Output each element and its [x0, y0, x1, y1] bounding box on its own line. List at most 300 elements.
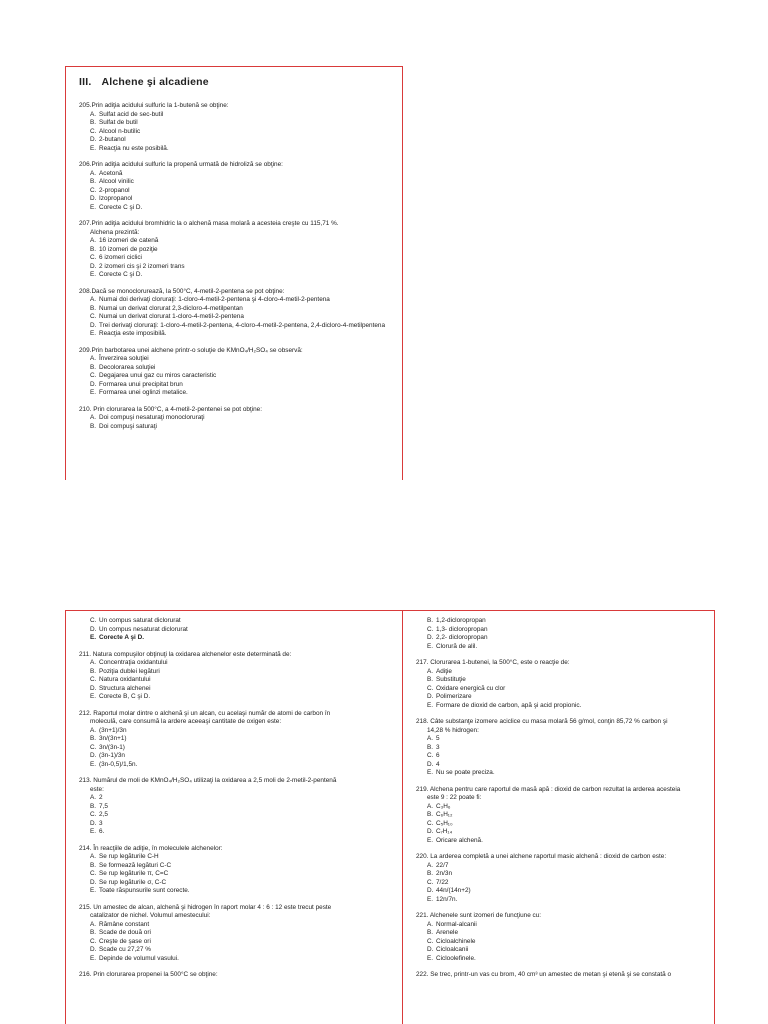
option-list [416, 668, 711, 711]
option-text: Trei derivaţi cloruraţi: 1-cloro-4-metil-2-pentena, 4-cloro-4-metil-2-pentena, 2,4-dicloro-4-metilpentena [99, 321, 386, 329]
option-letter: D. [427, 887, 434, 894]
answer-option [416, 735, 711, 744]
answer-option [416, 929, 711, 938]
question-text-continued: este: [90, 785, 104, 793]
option-letter: B. [427, 870, 434, 877]
question-text: 208.Dacă se monoclorurează, la 500°C, 4-metil-2-pentena se pot obţine: [79, 287, 285, 295]
option-text: Numai un derivat clorurat 2,3-dicloro-4-metilpentan [99, 304, 243, 312]
question-continuation [416, 617, 711, 651]
option-letter: E. [90, 203, 97, 211]
option-text: Structura alchenei [99, 684, 151, 692]
answer-option [79, 178, 397, 187]
answer-option [416, 938, 711, 947]
option-letter: B. [427, 676, 434, 683]
option-text: (3n+1)/3n [99, 726, 127, 734]
option-letter: B. [90, 861, 97, 869]
answer-option [416, 862, 711, 871]
option-list [79, 237, 397, 280]
option-letter: D. [90, 380, 97, 388]
option-letter: A. [90, 110, 97, 118]
option-text: Cicloalchinele [436, 937, 476, 945]
answer-option [79, 364, 397, 373]
answer-option [79, 659, 397, 668]
answer-option [79, 668, 397, 677]
option-text: Oricare alchenă. [436, 836, 483, 844]
option-letter: E. [90, 389, 97, 396]
answer-option [416, 870, 711, 879]
answer-option [79, 811, 397, 820]
option-letter: D. [427, 693, 434, 700]
option-text: 10 izomeri de poziţie [99, 245, 158, 253]
answer-option [416, 693, 711, 702]
option-text: 3 [99, 819, 103, 827]
option-letter: A. [90, 237, 97, 244]
option-letter: C. [427, 684, 434, 692]
question-text: 212. Raportul molar dintre o alchenă şi un alcan, cu acelaşi număr de atomi de carbon în [79, 709, 331, 717]
option-letter: B. [90, 735, 97, 742]
question-text-continued: Alchena prezintă: [90, 228, 140, 236]
option-text: Arenele [436, 929, 459, 936]
option-list [416, 735, 711, 778]
option-list [79, 617, 397, 643]
option-letter: D. [427, 760, 434, 768]
option-text: (3n-1)/3n [99, 752, 125, 759]
answer-option [79, 389, 397, 398]
option-text: C₃H₆ [436, 802, 451, 810]
option-text: Degajarea unui gaz cu miros caracteristic [99, 372, 217, 379]
option-letter: B. [427, 743, 434, 751]
option-text: Se rup legăturile π, C=C [99, 870, 169, 877]
option-text: Toate răspunsurile sunt corecte. [99, 887, 190, 894]
answer-option [79, 271, 397, 280]
option-text: 2 izomeri cis şi 2 izomeri trans [99, 262, 185, 270]
answer-option [416, 811, 711, 820]
option-letter: D. [427, 634, 434, 641]
option-text: Cicloalcanii [436, 946, 469, 953]
option-text: Clorură de alil. [436, 642, 478, 650]
question-text: 221. Alchenele sunt izomeri de funcţiune cu: [416, 912, 542, 919]
option-letter: A. [427, 920, 434, 928]
option-text: 2-propanol [99, 186, 130, 194]
question-text: 205.Prin adiţia acidului sulfuric la 1-butenă se obţine: [79, 102, 229, 109]
answer-option [416, 887, 711, 896]
answer-option [79, 929, 397, 938]
question-block [79, 102, 397, 153]
answer-option [79, 355, 397, 364]
section-title [79, 76, 209, 88]
option-letter: E. [90, 144, 97, 152]
option-letter: D. [90, 321, 97, 329]
option-text: 7/22 [436, 878, 449, 886]
option-text: Înverzirea soluţiei [99, 355, 149, 362]
option-text: 2,5 [99, 811, 108, 818]
question-block [416, 971, 711, 980]
answer-option [416, 634, 711, 643]
option-text: Polimerizare [436, 693, 472, 700]
question-block [416, 659, 711, 710]
question-block [79, 220, 397, 280]
option-text: (3n-0,5)/1,5n. [99, 760, 138, 768]
option-list [79, 853, 397, 896]
answer-option [79, 128, 397, 137]
questions-column [416, 617, 711, 988]
answer-option [79, 676, 397, 685]
answer-option [79, 879, 397, 888]
answer-option [416, 955, 711, 964]
question-text-continued: 14,28 % hidrogen: [427, 726, 479, 734]
option-text: Sulfat de butil [99, 119, 138, 126]
answer-option [79, 145, 397, 154]
question-text: 219. Alchena pentru care raportul de masă apă : dioxid de carbon rezultat la arderea acesteia [416, 785, 681, 793]
question-block [416, 786, 711, 846]
option-text: 6 izomeri ciclici [99, 254, 142, 261]
question-text: 211. Natura compuşilor obţinuţi la oxidarea alchenelor este determinată de: [79, 650, 292, 658]
option-letter: E. [90, 760, 97, 768]
question-block [79, 161, 397, 212]
answer-option [79, 330, 397, 339]
option-text: 12n/7n. [436, 895, 458, 903]
option-text: Adiţie [436, 667, 452, 675]
option-letter: A. [427, 802, 434, 810]
answer-option [79, 853, 397, 862]
option-text: Se rup legăturile C-H [99, 853, 159, 860]
option-letter: C. [90, 937, 97, 945]
answer-option [79, 246, 397, 255]
option-letter: D. [427, 828, 434, 835]
option-letter: D. [90, 684, 97, 692]
option-list [416, 617, 711, 651]
option-text: C₇H₁₄ [436, 828, 453, 835]
answer-option [79, 862, 397, 871]
answer-option [79, 136, 397, 145]
option-letter: A. [90, 726, 97, 734]
document-page-bottom-right [403, 610, 715, 1024]
option-text: 3 [436, 743, 440, 751]
option-letter: E. [90, 954, 97, 962]
option-text: Se formează legături C-C [99, 861, 172, 869]
answer-option [79, 752, 397, 761]
answer-option [79, 693, 397, 702]
option-text: Numai un derivat clorurat 1-cloro-4-metil-2-pentena [99, 313, 244, 320]
answer-option [79, 946, 397, 955]
option-text: Corecte C şi D. [99, 203, 143, 211]
option-text: Poziţia dublei legături [99, 667, 160, 675]
document-page-bottom-left [65, 610, 403, 1024]
answer-option [79, 744, 397, 753]
option-letter: A. [90, 414, 97, 421]
option-text: 4 [436, 760, 440, 768]
questions-column [79, 617, 397, 988]
question-text: 210. Prin clorurarea la 500°C, a 4-metil-2-pentenei se pot obţine: [79, 405, 263, 413]
answer-option [79, 938, 397, 947]
option-letter: D. [427, 946, 434, 953]
question-continuation [79, 617, 397, 643]
answer-option [416, 685, 711, 694]
option-letter: E. [90, 887, 97, 894]
option-letter: A. [90, 169, 97, 177]
option-text: Un compus nesaturat diclorurat [99, 625, 188, 633]
question-text: 213. Numărul de moli de KMnO₄/H₂SO₄ utilizaţi la oxidarea a 2,5 moli de 2-metil-2-pentenă [79, 777, 337, 784]
option-text: 7,5 [99, 802, 108, 810]
answer-option [416, 744, 711, 753]
option-list [79, 921, 397, 964]
answer-option [79, 794, 397, 803]
answer-option [79, 921, 397, 930]
question-block [416, 853, 711, 904]
option-letter: C. [90, 617, 97, 624]
option-text: Concentraţia oxidantului [99, 659, 168, 666]
option-text: Oxidare energică cu clor [436, 684, 506, 692]
answer-option [79, 828, 397, 837]
option-text: 2,2- dicloropropan [436, 634, 488, 641]
option-list [79, 659, 397, 702]
answer-option [79, 870, 397, 879]
answer-option [79, 685, 397, 694]
option-letter: E. [427, 642, 434, 650]
question-block [79, 288, 397, 339]
option-list [79, 727, 397, 770]
answer-option [79, 735, 397, 744]
answer-option [79, 887, 397, 896]
answer-option [79, 617, 397, 626]
option-letter: A. [427, 861, 434, 869]
option-text: Creşte de şase ori [99, 937, 151, 945]
answer-option [79, 254, 397, 263]
option-letter: E. [427, 769, 434, 776]
option-text: 16 izomeri de catenă [99, 237, 159, 244]
question-text: 218. Câte substanţe izomere aciclice cu masa molară 56 g/mol, conţin 85,72 % carbon şi [416, 718, 668, 725]
option-text: 2n/3n [436, 870, 452, 877]
answer-option [416, 921, 711, 930]
option-text: Formare de dioxid de carbon, apă şi acid propionic. [436, 701, 582, 709]
option-letter: A. [427, 735, 434, 742]
answer-option [416, 803, 711, 812]
answer-option [79, 803, 397, 812]
answer-option [79, 634, 397, 643]
question-block [79, 651, 397, 702]
option-letter: C. [90, 186, 97, 194]
option-letter: C. [427, 752, 434, 759]
option-text: 2-butanol [99, 136, 126, 143]
option-letter: D. [90, 819, 97, 827]
option-text: Reacţia este imposibilă. [99, 330, 167, 337]
option-text: Rămâne constant [99, 920, 150, 928]
answer-option [416, 946, 711, 955]
option-letter: B. [427, 617, 434, 624]
option-text: Corecte A şi D. [99, 634, 144, 641]
option-letter: B. [90, 422, 97, 430]
option-text: Formarea unei oglinzi metalice. [99, 389, 188, 396]
option-text: Formarea unui precipitat brun [99, 380, 183, 388]
answer-option [79, 119, 397, 128]
option-letter: B. [90, 178, 97, 185]
answer-option [416, 676, 711, 685]
option-letter: B. [90, 363, 97, 371]
option-text: C₆H₁₂ [436, 811, 453, 818]
answer-option [79, 955, 397, 964]
answer-option [416, 702, 711, 711]
option-text: Sulfat acid de sec-butil [99, 110, 164, 118]
answer-option [79, 195, 397, 204]
option-letter: C. [90, 870, 97, 877]
question-text: 216. Prin clorurarea propenei la 500°C se obţine: [79, 971, 218, 978]
option-text: 6. [99, 828, 105, 835]
option-text: Doi compuşi saturaţi [99, 422, 157, 430]
answer-option [79, 372, 397, 381]
option-letter: B. [90, 304, 97, 312]
option-letter: D. [90, 136, 97, 143]
section-heading: Alchene şi alcadiene [101, 76, 209, 88]
option-text: 1,2-dicloropropan [436, 617, 486, 624]
answer-option [416, 626, 711, 635]
option-letter: A. [90, 296, 97, 303]
option-letter: D. [90, 195, 97, 202]
option-letter: B. [90, 802, 97, 810]
answer-option [79, 237, 397, 246]
option-text: 44n/(14n+2) [436, 887, 471, 894]
question-text: 206.Prin adiţia acidului sulfuric la propenă urmată de hidroliză se obţine: [79, 161, 283, 168]
answer-option [416, 896, 711, 905]
answer-option [79, 761, 397, 770]
option-text: C₅H₁₀ [436, 819, 453, 827]
option-letter: E. [427, 895, 434, 903]
answer-option [79, 170, 397, 179]
answer-option [79, 727, 397, 736]
option-letter: E. [427, 701, 434, 709]
question-block [79, 971, 397, 980]
option-text: Decolorarea soluţiei [99, 363, 156, 371]
option-list [79, 794, 397, 837]
option-text: Acetonă [99, 169, 123, 177]
option-text: 5 [436, 735, 440, 742]
answer-option [79, 381, 397, 390]
option-letter: A. [90, 659, 97, 666]
option-letter: B. [90, 245, 97, 253]
option-list [79, 170, 397, 213]
option-letter: E. [90, 330, 97, 337]
option-list [416, 862, 711, 905]
option-list [416, 921, 711, 964]
option-list [79, 414, 397, 431]
option-text: Se rup legăturile σ, C-C [99, 878, 167, 886]
option-list [79, 111, 397, 154]
option-text: 1,3- dicloropropan [436, 625, 488, 633]
option-letter: E. [90, 271, 97, 278]
answer-option [416, 769, 711, 778]
option-text: Corecte B, C şi D. [99, 693, 151, 700]
answer-option [416, 879, 711, 888]
section-number: III. [79, 76, 92, 88]
question-text: 207.Prin adiţia acidului bromhidric la o alchenă masa molară a acesteia creşte cu 115,71 %. [79, 220, 339, 227]
answer-option [79, 305, 397, 314]
question-text: 217. Clorurarea 1-butenei, la 500°C, este o reacţie de: [416, 659, 570, 666]
option-letter: E. [90, 693, 97, 700]
question-block [416, 912, 711, 963]
option-list [79, 355, 397, 398]
option-text: Reacţia nu este posibilă. [99, 144, 169, 152]
option-letter: C. [90, 313, 97, 320]
option-text: Doi compuşi nesaturaţi monocloruraţi [99, 414, 205, 421]
question-text-continued: catalizator de nichel. Volumul amestecului: [90, 912, 211, 919]
option-list [416, 803, 711, 846]
option-text: Substituţie [436, 676, 466, 683]
option-letter: B. [90, 667, 97, 675]
answer-option [416, 761, 711, 770]
option-text: Normal-alcanii [436, 920, 477, 928]
option-letter: C. [427, 937, 434, 945]
option-text: Cicloolefinele. [436, 954, 476, 962]
option-letter: C. [90, 676, 97, 683]
answer-option [416, 837, 711, 846]
option-letter: C. [90, 811, 97, 818]
question-text: 214. În reacţiile de adiţie, în moleculele alchenelor: [79, 844, 223, 852]
option-text: Alcool vinilic [99, 178, 134, 185]
question-block [79, 710, 397, 770]
option-letter: E. [427, 954, 434, 962]
option-text: 3n/(3n+1) [99, 735, 127, 742]
answer-option [79, 204, 397, 213]
option-letter: A. [90, 794, 97, 801]
option-letter: E. [427, 836, 434, 844]
option-text: 3n/(3n-1) [99, 743, 125, 751]
option-letter: E. [90, 634, 97, 641]
option-letter: A. [90, 920, 97, 928]
questions-column [79, 102, 397, 439]
question-block [79, 845, 397, 896]
option-letter: C. [427, 819, 434, 827]
answer-option [416, 617, 711, 626]
option-letter: D. [90, 262, 97, 270]
question-text: 222. Se trec, printr-un vas cu brom, 40 cm³ un amestec de metan şi etenă şi se constată o [416, 971, 672, 978]
answer-option [79, 187, 397, 196]
option-text: Corecte C şi D. [99, 271, 143, 278]
option-text: Un compus saturat diclorurat [99, 617, 181, 624]
option-text: Scade cu 27,27 % [99, 946, 151, 953]
option-text: Numai doi derivaţi cloruraţi: 1-cloro-4-metil-2-pentena şi 4-cloro-4-metil-2-pentena [99, 296, 330, 303]
option-text: Depinde de volumul vasului. [99, 954, 179, 962]
answer-option [79, 296, 397, 305]
answer-option [79, 414, 397, 423]
answer-option [416, 752, 711, 761]
option-letter: D. [90, 752, 97, 759]
option-letter: E. [90, 828, 97, 835]
option-list [79, 296, 397, 339]
question-block [79, 904, 397, 964]
option-text: 2 [99, 794, 103, 801]
option-letter: B. [427, 811, 434, 818]
answer-option [79, 263, 397, 272]
option-letter: C. [90, 743, 97, 751]
option-letter: D. [90, 625, 97, 633]
question-text: 215. Un amestec de alcan, alchenă şi hidrogen în raport molar 4 : 6 : 12 este trecut peste [79, 903, 332, 911]
option-text: Nu se poate preciza. [436, 769, 495, 776]
option-letter: D. [90, 878, 97, 886]
option-letter: C. [427, 625, 434, 633]
answer-option [416, 643, 711, 652]
question-block [79, 777, 397, 837]
question-block [79, 347, 397, 398]
document-page-top [65, 66, 403, 480]
answer-option [79, 423, 397, 432]
option-letter: C. [90, 372, 97, 379]
option-text: Alcool n-butilic [99, 127, 141, 135]
option-text: Natura oxidantului [99, 676, 151, 683]
option-letter: A. [90, 853, 97, 860]
option-text: 6 [436, 752, 440, 759]
question-block [416, 718, 711, 778]
option-text: Izopropanol [99, 195, 133, 202]
option-letter: A. [90, 355, 97, 362]
